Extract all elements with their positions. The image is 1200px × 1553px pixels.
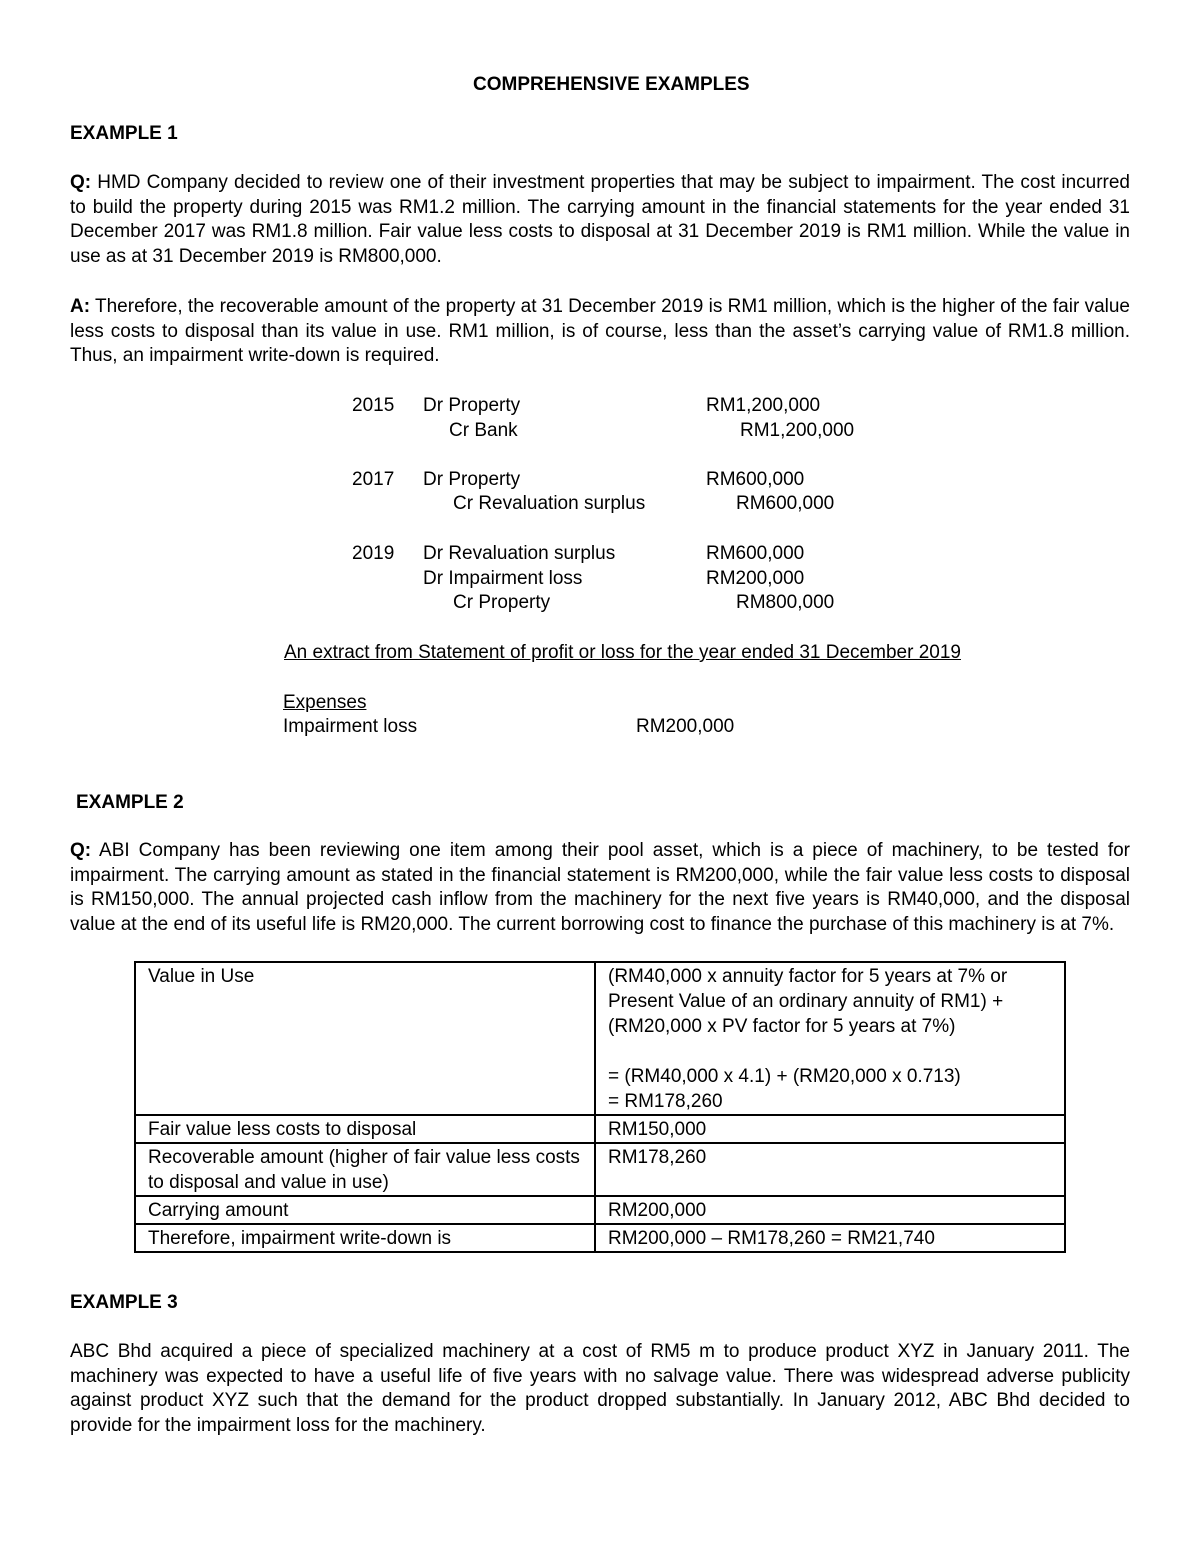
expenses-label: Expenses: [283, 692, 367, 713]
example-3-heading: EXAMPLE 3: [70, 1292, 178, 1313]
journal-debit: Dr Property: [423, 395, 521, 416]
journal-credit-amount: RM800,000: [736, 592, 835, 613]
example-1-heading: EXAMPLE 1: [70, 123, 178, 144]
table-cell-value: RM150,000: [595, 1115, 1065, 1143]
journal-debit: Dr Property: [423, 469, 521, 490]
answer-label: A:: [70, 296, 91, 317]
table-row: [135, 1143, 1065, 1196]
table-cell-label: Fair value less costs to disposal: [135, 1115, 595, 1143]
table-row: [135, 962, 1065, 1115]
journal-year: 2017: [352, 469, 395, 490]
impairment-loss-amount: RM200,000: [636, 716, 735, 737]
question-text: ABI Company has been reviewing one item among their pool asset, which is a piece of machinery, to be tested for impairment. The carrying amount as stated in the financial statement is RM200,000, while the fair value less costs to disposal is RM150,000. The annual projected cash inflow from the machinery for the next five years is RM40,000, and the disposal value at the end of its useful life is RM20,000. The current borrowing cost to finance the purchase of this machinery is at 7%.: [70, 840, 1130, 936]
journal-debit-amount: RM1,200,000: [706, 395, 821, 416]
table-row: [135, 1196, 1065, 1224]
journal-credit-amount: RM1,200,000: [740, 420, 855, 441]
statement-extract-title: An extract from Statement of profit or loss for the year ended 31 December 2019: [284, 642, 961, 663]
journal-year: 2015: [352, 395, 395, 416]
document-title: COMPREHENSIVE EXAMPLES: [473, 74, 750, 95]
journal-credit: Cr Revaluation surplus: [453, 493, 646, 514]
question-label: Q:: [70, 172, 92, 193]
table-cell-label: Carrying amount: [135, 1196, 595, 1224]
example-2-question: [70, 839, 1130, 938]
table-cell-value: RM200,000: [595, 1196, 1065, 1224]
example-1-question: [70, 171, 1130, 270]
journal-debit-amount: RM600,000: [706, 543, 805, 564]
journal-credit: Cr Property: [453, 592, 551, 613]
answer-text: Therefore, the recoverable amount of the property at 31 December 2019 is RM1 million, which is the higher of the fair value less costs to disposal than its value in use. RM1 million, is of course, less than the asset’s carrying value of RM1.8 million. Thus, an impairment write-down is required.: [70, 296, 1130, 367]
table-cell-value: (RM40,000 x annuity factor for 5 years at 7% or Present Value of an ordinary annuity of RM1) + (RM20,000 x PV factor for 5 years at 7%) = (RM40,000 x 4.1) + (RM20,000 x 0.713) = RM178,260: [595, 962, 1065, 1115]
example-2-heading: EXAMPLE 2: [76, 792, 184, 813]
table-cell-label: Recoverable amount (higher of fair value less costs to disposal and value in use): [135, 1143, 595, 1196]
example-1-answer: [70, 295, 1130, 369]
question-label: Q:: [70, 840, 92, 861]
impairment-loss-label: Impairment loss: [283, 716, 418, 737]
journal-credit-amount: RM600,000: [736, 493, 835, 514]
value-in-use-table: [134, 961, 1066, 1253]
journal-year: 2019: [352, 543, 395, 564]
table-row: [135, 1115, 1065, 1143]
example-3-text: ABC Bhd acquired a piece of specialized machinery at a cost of RM5 m to produce product XYZ in January 2011. The machinery was expected to have a useful life of five years with no salvage value. There was widespread adverse publicity against product XYZ such that the demand for the product dropped substantially. In January 2012, ABC Bhd decided to provide for the impairment loss for the machinery.: [70, 1341, 1130, 1437]
journal-debit-amount: RM600,000: [706, 469, 805, 490]
journal-debit-amount: RM200,000: [706, 568, 805, 589]
table-cell-value: RM200,000 – RM178,260 = RM21,740: [595, 1224, 1065, 1252]
journal-credit: Cr Bank: [449, 420, 518, 441]
table-cell-value: RM178,260: [595, 1143, 1065, 1196]
table-row: [135, 1224, 1065, 1252]
journal-debit: Dr Impairment loss: [423, 568, 583, 589]
table-cell-label: Value in Use: [135, 962, 595, 1115]
question-text: HMD Company decided to review one of their investment properties that may be subject to impairment. The cost incurred to build the property during 2015 was RM1.2 million. The carrying amount in the financial statements for the year ended 31 December 2017 was RM1.8 million. Fair value less costs to disposal at 31 December 2019 is RM1 million. While the value in use as at 31 December 2019 is RM800,000.: [70, 172, 1130, 268]
table-cell-label: Therefore, impairment write-down is: [135, 1224, 595, 1252]
journal-debit: Dr Revaluation surplus: [423, 543, 616, 564]
